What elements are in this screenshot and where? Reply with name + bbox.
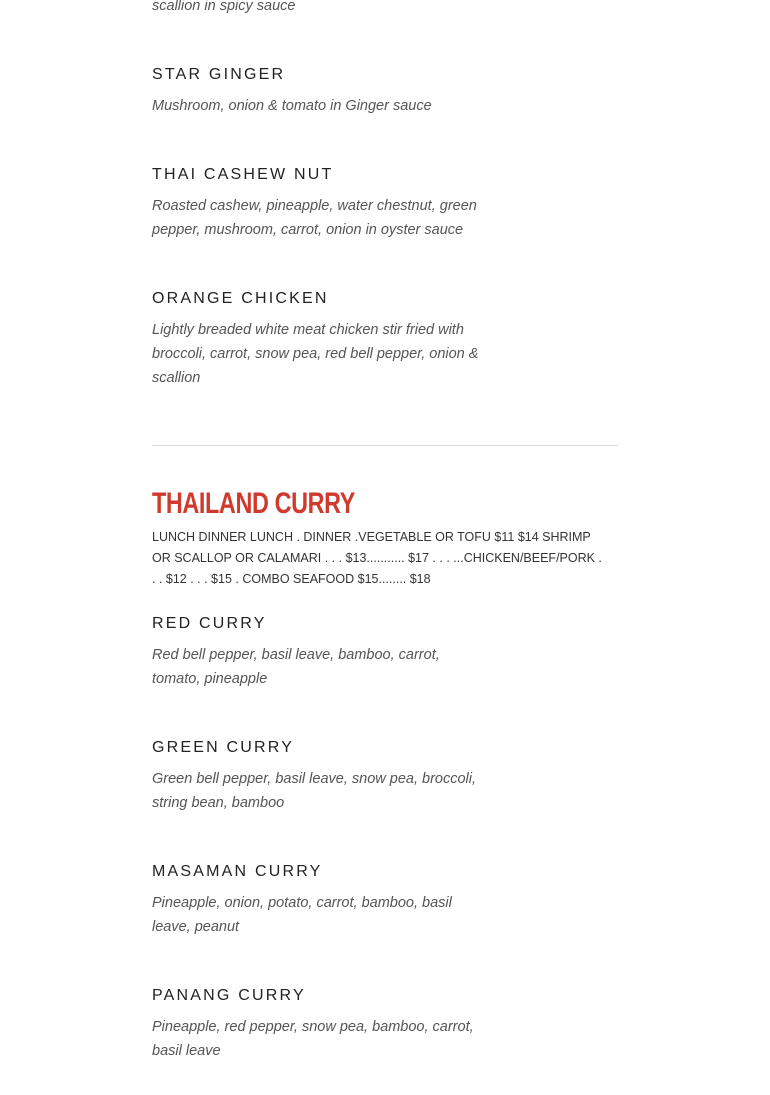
menu-item-name: STAR GINGER [152, 66, 286, 83]
menu-item-orange-chicken [152, 289, 492, 390]
menu-item-name: MASAMAN CURRY [152, 863, 323, 880]
menu-item-name: PANANG CURRY [152, 987, 306, 1004]
menu-item-description: Lightly breaded white meat chicken stir fried with broccoli, carrot, snow pea, red bell pepper, onion & scallion [152, 322, 479, 386]
section-divider [152, 445, 618, 446]
menu-item-panang-curry [152, 986, 492, 1063]
menu-item-name: ORANGE CHICKEN [152, 290, 329, 307]
menu-item-star-ginger [152, 65, 492, 118]
menu-item-partial [152, 0, 492, 18]
menu-item-name: GREEN CURRY [152, 739, 295, 756]
menu-item-description: Pineapple, onion, potato, carrot, bamboo, basil leave, peanut [152, 895, 452, 935]
menu-item-masaman-curry [152, 862, 492, 939]
menu-item-green-curry [152, 738, 492, 815]
menu-item-description: scallion in spicy sauce [152, 0, 296, 14]
menu-item-red-curry [152, 614, 492, 691]
menu-item-description: Red bell pepper, basil leave, bamboo, carrot, tomato, pineapple [152, 647, 440, 687]
menu-item-description: Roasted cashew, pineapple, water chestnut, green pepper, mushroom, carrot, onion in oyster sauce [152, 198, 477, 238]
menu-item-description: Pineapple, red pepper, snow pea, bamboo, carrot, basil leave [152, 1019, 474, 1059]
menu-item-description: Mushroom, onion & tomato in Ginger sauce [152, 98, 432, 114]
menu-item-thai-cashew-nut [152, 165, 492, 242]
section-title: THAILAND CURRY [152, 487, 355, 520]
menu-item-description: Green bell pepper, basil leave, snow pea, broccoli, string bean, bamboo [152, 771, 477, 811]
section-price-note: LUNCH DINNER LUNCH . DINNER .VEGETABLE OR TOFU $11 $14 SHRIMP OR SCALLOP OR CALAMARI . . . $13........... $17 . . . ...CHICKEN/BEEF/PORK . . . $12 . . . $15 . COMBO SEAFOOD $15........ $18 [152, 530, 602, 586]
menu-item-name: THAI CASHEW NUT [152, 166, 334, 183]
menu-item-name: RED CURRY [152, 615, 267, 632]
